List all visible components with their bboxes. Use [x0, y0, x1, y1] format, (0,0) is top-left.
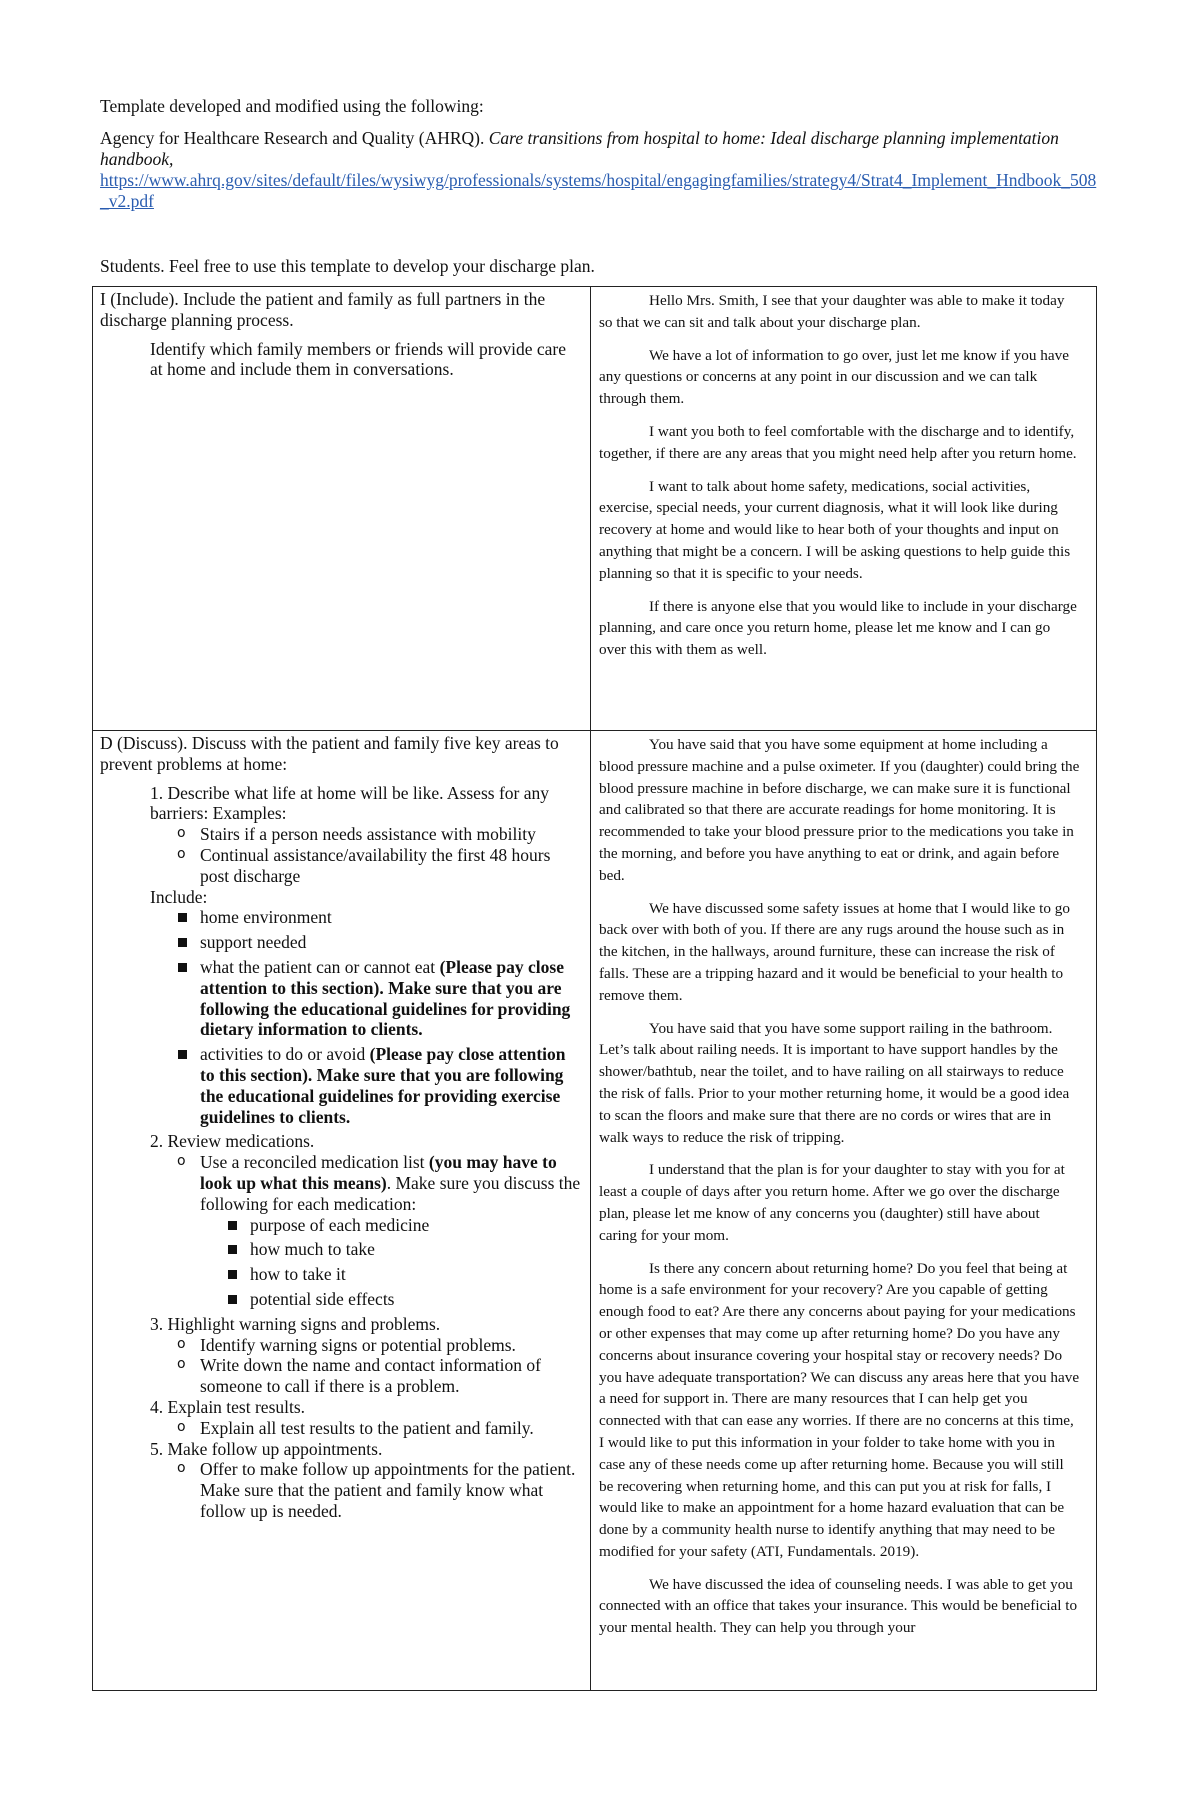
response-paragraph: I want you both to feel comfortable with the discharge and to identify, together, if there are any areas that you might need help after you return home.	[599, 422, 1077, 462]
citation	[100, 128, 1104, 212]
discuss-response-cell	[591, 731, 1097, 1691]
include-heading: I (Include). Include the patient and family as full partners in the discharge planning process.	[100, 289, 546, 330]
response-paragraph: We have discussed some safety issues at home that I would like to go back over with both of you. If there are any rugs around the house such as in the kitchen, in the hallways, around furniture, these can increase the risk of falls. These are a tripping hazard and it would be beneficial to your health to remove them.	[599, 899, 1070, 1004]
sub-sub-list-item: potential side effects	[150, 1289, 582, 1310]
list-item	[100, 1131, 582, 1309]
discuss-item-3: 3. Highlight warning signs and problems.	[150, 1313, 441, 1334]
include-row	[93, 287, 1097, 731]
citation-title: Care transitions from hospital to home: Ideal discharge planning implementation handbook,	[100, 128, 1059, 169]
list-item	[100, 339, 582, 381]
list-item	[100, 783, 582, 887]
response-paragraph: I want to talk about home safety, medications, social activities, exercise, special needs, your current diagnosis, what it will look like during recovery at home and would like to hear both of your thoughts and input on anything that might be a concern. I will be asking questions to help guide this planning so that it is specific to your needs.	[599, 477, 1071, 582]
list-item	[100, 1439, 582, 1522]
sub-list-item: o Continual assistance/availability the first 48 hours post discharge	[150, 845, 582, 887]
list-item	[100, 1397, 582, 1439]
intro-section	[100, 96, 1104, 212]
include-bullet-text: Identify which family members or friends will provide care at home and include them in conversations.	[150, 338, 566, 380]
students-note: Students. Feel free to use this template to develop your discharge plan.	[100, 256, 595, 276]
sub-list-item: o Stairs if a person needs assistance with mobility	[150, 824, 582, 845]
include-guidance-cell	[93, 287, 591, 731]
sub-list-item: o Identify warning signs or potential problems.	[150, 1335, 582, 1356]
response-paragraph: If there is anyone else that you would like to include in your discharge planning, and care once you return home, please let me know and I can go over this with them as well.	[599, 597, 1077, 659]
sub-sub-list-item: what the patient can or cannot eat (Please pay close attention to this section). Make sure that you are following the educational guidelines for providing dietary information to clients.	[100, 957, 582, 1040]
discuss-row	[93, 731, 1097, 1691]
discharge-plan-table	[92, 286, 1097, 1691]
response-paragraph: Hello Mrs. Smith, I see that your daughter was able to make it today so that we can sit and talk about your discharge plan.	[599, 292, 1065, 331]
sub-list-item: o Offer to make follow up appointments for the patient. Make sure that the patient and family know what follow up is needed.	[150, 1459, 582, 1521]
list-item	[100, 1314, 582, 1397]
response-paragraph: You have said that you have some support railing in the bathroom. Let’s talk about railing needs. It is important to have support handles by the shower/bathtub, near the toilet, and to have railing on all stairways to reduce the risk of falls. Prior to your mother returning home, it would be a good idea to scan the floors and make sure that there are no cords or wires that are in walk ways to reduce the risk of tripping.	[599, 1019, 1070, 1146]
sub-list-item: o Use a reconciled medication list (you may have to look up what this means). Make sure you discuss the following for each medication: purpose of each medicine how much to take how to take it potential side effects	[150, 1152, 582, 1310]
intro-line: Template developed and modified using the following:	[100, 96, 484, 116]
sub-list-item: o Explain all test results to the patient and family.	[150, 1418, 582, 1439]
citation-prefix: Agency for Healthcare Research and Quality (AHRQ).	[100, 128, 489, 148]
response-paragraph: We have a lot of information to go over, just let me know if you have any questions or concerns at any point in our discussion and we can talk through them.	[599, 346, 1069, 408]
list-item	[100, 887, 582, 1128]
response-paragraph: Is there any concern about returning home? Do you feel that being at home is a safe environment for your recovery? Are you capable of getting enough food to eat? Are there any concerns about paying for your medications or other expenses that may come up after returning home? Do you have any concerns about insurance covering your hospital stay or recovery needs? Do you have adequate transportation? We can discuss any areas here that you have a need for support in. There are many resources that I can help get you connected with that can ease any worries. If there are no concerns at this time, I would like to put this information in your folder to take home with you in case any of these needs come up after returning home. Because you will still be recovering when returning home, and this can put you at risk for falls, I would like to make an appointment for a home hazard evaluation that can be done by a community health nurse to identify anything that may need to be modified for your safety (ATI, Fundamentals. 2019).	[599, 1259, 1080, 1560]
response-paragraph: I understand that the plan is for your daughter to stay with you for at least a couple of days after you return home. After we go over the discharge plan, please let me know of any concerns you (daughter) still have about caring for your mom.	[599, 1161, 1065, 1244]
sub-sub-list-item: how much to take	[150, 1239, 582, 1260]
sub-sub-list-item: activities to do or avoid (Please pay close attention to this section). Make sure that you are following the educational guidelines for providing exercise guidelines to clients.	[100, 1044, 582, 1127]
response-paragraph: You have said that you have some equipment at home including a blood pressure machine and a pulse oximeter. If you (daughter) could bring the blood pressure machine in before discharge, we can make sure it is functional and calibrated so that there are accurate readings for home monitoring. It is recommended to take your blood pressure prior to the medications you take in the morning, and before you have anything to eat or drink, and again before bed.	[599, 736, 1080, 884]
discuss-item-2: 2. Review medications.	[150, 1131, 315, 1152]
include-response-cell	[591, 287, 1097, 731]
sub-sub-list-item: home environment	[100, 907, 582, 928]
discuss-item-1: 1. Describe what life at home will be like. Assess for any barriers: Examples:	[150, 782, 549, 824]
discuss-guidance-cell	[93, 731, 591, 1691]
citation-link[interactable]: https://www.ahrq.gov/sites/default/files/wysiwyg/professionals/systems/hospital/engagingfamilies/strategy4/Strat4_Implement_Hndbook_508_v2.pdf	[100, 170, 1097, 211]
discuss-item-5: 5. Make follow up appointments.	[150, 1438, 383, 1459]
include-label: Include:	[150, 886, 208, 907]
sub-list-item: o Write down the name and contact information of someone to call if there is a problem.	[150, 1355, 582, 1397]
response-paragraph: We have discussed the idea of counseling needs. I was able to get you connected with an office that takes your insurance. This would be beneficial to your mental health. They can help you through your	[599, 1575, 1078, 1637]
sub-sub-list-item: how to take it	[150, 1264, 582, 1285]
sub-sub-list-item: purpose of each medicine	[150, 1215, 582, 1236]
discuss-heading: D (Discuss). Discuss with the patient and family five key areas to prevent problems at home:	[100, 733, 559, 774]
discuss-item-4: 4. Explain test results.	[150, 1396, 306, 1417]
sub-sub-list-item: support needed	[100, 932, 582, 953]
